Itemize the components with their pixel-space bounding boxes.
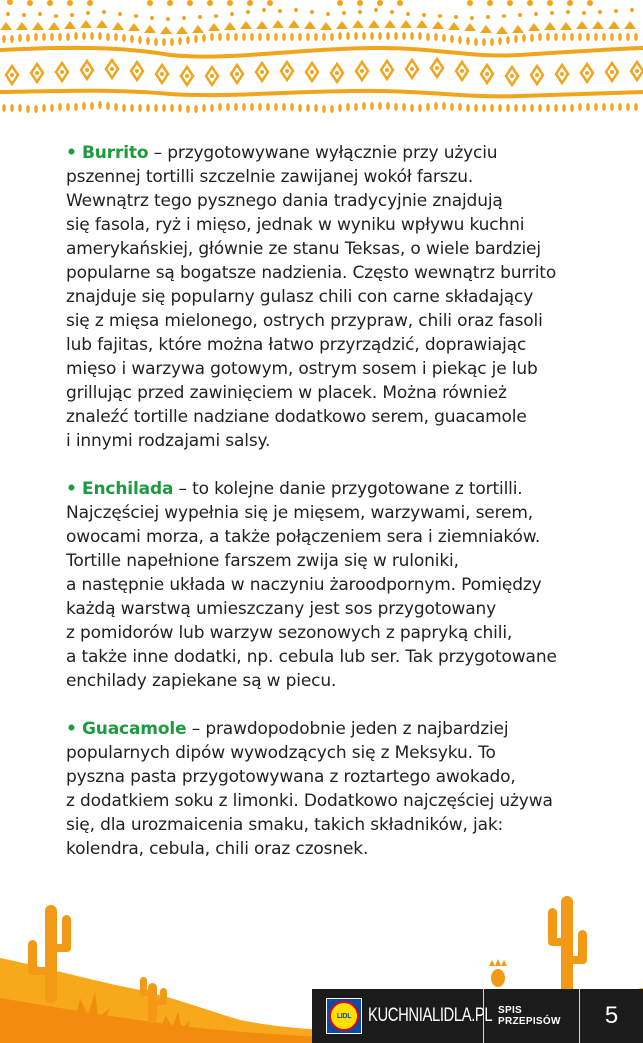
lidl-logo-text: LIDL: [329, 1001, 359, 1031]
drip-row-icon: [2, 32, 638, 46]
bullet-icon: •: [66, 719, 77, 739]
footer-bar: [312, 989, 643, 1043]
wave-line-icon: [0, 48, 643, 57]
text-line: i innymi rodzajami salsy.: [66, 431, 271, 451]
text-line: owocami morza, a także połączeniem sera i ziemniaków.: [66, 527, 541, 547]
cactus-flowering-icon: [489, 959, 507, 987]
entry-first-line: • Guacamole – prawdopodobnie jeden z najbardziej: [66, 719, 509, 739]
entry-first-line: • Burrito – przygotowywane wyłącznie przy użyciu: [66, 143, 498, 163]
drip-row-bottom-icon: [2, 101, 638, 113]
dot-row-icon: [6, 8, 634, 21]
bullet-icon: •: [66, 143, 77, 163]
term-enchilada: Enchilada: [81, 479, 174, 499]
wave-line-icon: [0, 91, 643, 97]
text-line: się, dla urozmaicenia smaku, takich składników, jak:: [66, 815, 504, 835]
text-line: a także inne dodatki, np. cebula lub ser. Tak przygotowane: [66, 647, 557, 667]
entry-burrito: [66, 141, 586, 453]
text-line: znajduje się popularny gulasz chili con carne składający: [66, 287, 534, 307]
triangle-row-icon: [0, 20, 636, 34]
diamond-row-icon: [6, 59, 643, 85]
text-line: amerykańskiej, głównie ze stanu Teksas, o wiele bardziej: [66, 239, 541, 259]
text-line: lub fajitas, które można łatwo przyrządzić, doprawiając: [66, 335, 527, 355]
text-line: się z mięsa mielonego, ostrych przypraw, chili oraz fasoli: [66, 311, 543, 331]
text-line: się fasola, ryż i mięso, jednak w wyniku wpływu kuchni: [66, 215, 525, 235]
text-line: pyszna pasta przygotowywana z roztartego awokado,: [66, 767, 516, 787]
entry-enchilada: [66, 477, 586, 693]
term-burrito: Burrito: [81, 143, 149, 163]
text-line: każdą warstwą umieszczany jest sos przygotowany: [66, 599, 497, 619]
text-line: mięso i warzywa gotowym, ostrym sosem i piekąc je lub: [66, 359, 538, 379]
text-line: grillując przed zawinięciem w placek. Można również: [66, 383, 507, 403]
entry-guacamole: [66, 717, 586, 861]
toc-label-line1: SPIS: [498, 1005, 522, 1016]
cactus-right-icon: [548, 896, 587, 996]
text-line: kolendra, cebula, chili oraz czosnek.: [66, 839, 369, 859]
circle-row-icon: [7, 0, 593, 6]
text-line: z pomidorów lub warzyw sezonowych z papryką chili,: [66, 623, 513, 643]
table-of-contents-link[interactable]: [484, 989, 580, 1043]
text-line: enchilady zapiekane są w piecu.: [66, 671, 337, 691]
text-line: popularnych dipów wywodzących się z Meksyku. To: [66, 743, 496, 763]
text-line: pszennej tortilli szczelnie zawijanej wokół farszu.: [66, 167, 474, 187]
page-number: 5: [604, 1002, 619, 1029]
site-link[interactable]: [312, 989, 493, 1043]
entry-first-line: • Enchilada – to kolejne danie przygotowane z tortilli.: [66, 479, 523, 499]
text-line: a następnie układa w naczyniu żaroodpornym. Pomiędzy: [66, 575, 542, 595]
lidl-logo-icon: [326, 998, 362, 1034]
text-line: z dodatkiem soku z limonki. Dodatkowo najczęściej używa: [66, 791, 553, 811]
toc-label-line2: PRZEPISÓW: [498, 1016, 561, 1027]
text-line: Tortille napełnione farszem zwija się w ruloniki,: [66, 551, 459, 571]
article-body: [66, 141, 586, 885]
term-guacamole: Guacamole: [81, 719, 187, 739]
site-name: KUCHNIALIDLA.PL: [368, 1005, 493, 1026]
text-line: Wewnątrz tego pysznego dania tradycyjnie znajdują: [66, 191, 503, 211]
bullet-icon: •: [66, 479, 77, 499]
text-line: popularne są bogatsze nadzienia. Często wewnątrz burrito: [66, 263, 557, 283]
text-line: znaleźć tortille nadziane dodatkowo serem, guacamole: [66, 407, 527, 427]
text-line: Najczęściej wypełnia się je mięsem, warzywami, serem,: [66, 503, 534, 523]
diamond-dot-row-icon: [10, 66, 639, 78]
decorative-header-pattern: [0, 0, 643, 122]
